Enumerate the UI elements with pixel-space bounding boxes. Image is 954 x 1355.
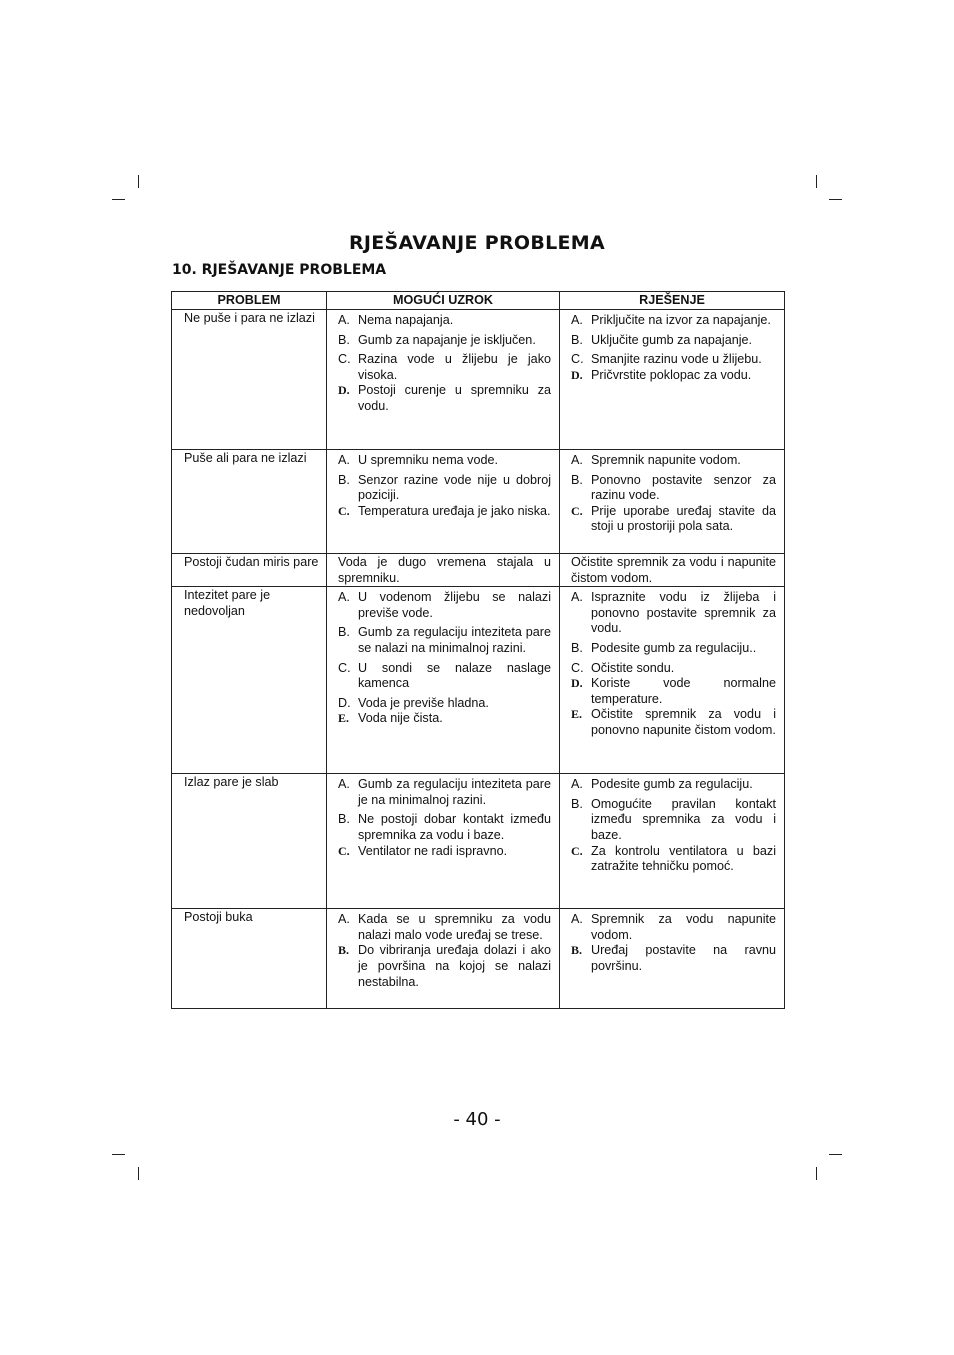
item-text: Gumb za regulaciju inteziteta pare se nalazi na minimalnoj razini.	[358, 625, 551, 655]
list-item	[338, 812, 551, 843]
crop-mark-bottom-right-vertical	[816, 1167, 817, 1180]
list-item	[571, 943, 776, 974]
item-letter: A.	[338, 590, 350, 605]
cause-cell	[327, 909, 560, 1009]
list-item	[338, 696, 551, 712]
item-text: Voda je previše hladna.	[358, 695, 489, 710]
item-text: Uključite gumb za napajanje.	[591, 332, 753, 347]
item-letter: A.	[338, 912, 350, 927]
item-letter: B.	[571, 332, 583, 347]
item-text: Uređaj postavite na ravnu površinu.	[591, 943, 776, 973]
crop-mark-top-left-vertical	[138, 175, 139, 188]
list-item	[338, 625, 551, 656]
problem-cell: Ne puše i para ne izlazi	[172, 310, 327, 450]
solution-cell	[560, 587, 785, 774]
column-header-solution: RJEŠENJE	[560, 292, 785, 310]
item-text: Očistite spremnik za vodu i ponovno napunite čistom vodom.	[591, 707, 776, 737]
troubleshooting-table	[171, 291, 785, 1009]
item-letter: B.	[571, 640, 583, 655]
list-item	[338, 661, 551, 692]
item-text: Do vibriranja uređaja dolazi i ako je površina na kojoj se nalazi nestabilna.	[358, 943, 551, 989]
item-text: Prije uporabe uređaj stavite da stoji u prostoriji pola sata.	[591, 503, 776, 534]
solution-cell: Očistite spremnik za vodu i napunite čistom vodom.	[560, 554, 785, 587]
crop-mark-top-left-horizontal	[112, 199, 125, 200]
problem-cell: Puše ali para ne izlazi	[172, 450, 327, 554]
item-text: Voda nije čista.	[358, 711, 443, 726]
item-text: Podesite gumb za regulaciju..	[591, 640, 757, 655]
item-letter: A.	[571, 453, 583, 467]
column-header-problem: PROBLEM	[172, 292, 327, 310]
list-item	[338, 473, 551, 504]
item-letter: D.	[338, 695, 351, 710]
column-header-cause: MOGUĆI UZROK	[327, 292, 560, 310]
page-number: - 40 -	[453, 1109, 501, 1130]
table-row	[172, 450, 785, 554]
item-letter: D.	[571, 676, 583, 691]
list-item	[338, 453, 551, 469]
list-item	[571, 473, 776, 504]
list-item	[571, 844, 776, 875]
item-letter: B.	[571, 796, 583, 811]
item-text: Ventilator ne radi ispravno.	[358, 843, 508, 858]
item-letter: C.	[338, 503, 350, 518]
item-letter: C.	[571, 503, 583, 518]
item-text: Očistite sondu.	[591, 660, 675, 675]
item-text: Ponovno postavite senzor za razinu vode.	[591, 472, 776, 503]
item-letter: E.	[338, 711, 350, 726]
item-letter: B.	[338, 625, 350, 640]
item-text: U spremniku nema vode.	[358, 453, 498, 467]
item-letter: D.	[338, 383, 350, 398]
list-item	[571, 797, 776, 844]
item-letter: B.	[338, 472, 350, 487]
table-row	[172, 587, 785, 774]
cause-cell	[327, 774, 560, 909]
list-item	[571, 368, 776, 384]
item-letter: C.	[338, 352, 351, 367]
item-text: Koriste vode normalne temperature.	[591, 676, 776, 706]
list-item	[571, 707, 776, 738]
item-text: Ispraznite vodu iz žlijeba i ponovno postavite spremnik za vodu.	[591, 590, 776, 636]
item-text: Podesite gumb za regulaciju.	[591, 777, 753, 792]
item-letter: C.	[338, 660, 351, 675]
list-item	[338, 383, 551, 414]
item-text: Spremnik napunite vodom.	[591, 453, 741, 467]
item-text: Priključite na izvor za napajanje.	[591, 313, 771, 327]
list-item	[338, 912, 551, 943]
problem-cell: Intezitet pare je nedovoljan	[172, 587, 327, 774]
item-text: Za kontrolu ventilatora u bazi zatražite tehničku pomoć.	[591, 843, 776, 874]
item-text: Razina vode u žlijebu je jako visoka.	[358, 352, 551, 382]
item-text: Senzor razine vode nije u dobroj poziciji.	[358, 472, 551, 503]
item-letter: C.	[571, 660, 584, 675]
item-letter: B.	[571, 472, 583, 487]
item-text: Pričvrstite poklopac za vodu.	[591, 367, 752, 382]
item-letter: A.	[571, 777, 583, 792]
item-letter: A.	[571, 912, 583, 927]
crop-mark-bottom-right-horizontal	[829, 1154, 842, 1155]
cause-cell	[327, 310, 560, 450]
item-text: Gumb za napajanje je isključen.	[358, 332, 536, 347]
solution-cell	[560, 909, 785, 1009]
item-text: Gumb za regulaciju inteziteta pare je na minimalnoj razini.	[358, 777, 551, 807]
table-row	[172, 554, 785, 587]
solution-cell	[560, 310, 785, 450]
section-title: 10. RJEŠAVANJE PROBLEMA	[172, 262, 387, 278]
cause-cell	[327, 587, 560, 774]
list-item	[571, 676, 776, 707]
item-letter: A.	[571, 590, 583, 605]
item-letter: D.	[571, 367, 583, 382]
item-letter: A.	[338, 313, 350, 327]
item-letter: C.	[571, 352, 584, 367]
item-text: Spremnik za vodu napunite vodom.	[591, 912, 776, 942]
item-letter: B.	[571, 943, 583, 958]
item-letter: E.	[571, 707, 583, 722]
crop-mark-top-right-horizontal	[829, 199, 842, 200]
item-letter: A.	[338, 777, 350, 792]
problem-cell: Postoji čudan miris pare	[172, 554, 327, 587]
cause-cell: Voda je dugo vremena stajala u spremniku.	[327, 554, 560, 587]
crop-mark-bottom-left-vertical	[138, 1167, 139, 1180]
item-text: Smanjite razinu vode u žlijebu.	[591, 352, 762, 367]
list-item	[571, 352, 776, 368]
item-text: Kada se u spremniku za vodu nalazi malo vode uređaj se trese.	[358, 912, 551, 942]
solution-cell	[560, 450, 785, 554]
item-text: Temperatura uređaja je jako niska.	[358, 503, 551, 518]
list-item	[571, 453, 776, 469]
list-item	[338, 313, 551, 329]
item-letter: C.	[338, 843, 350, 858]
item-text: U vodenom žlijebu se nalazi previše vode.	[358, 590, 551, 620]
list-item	[338, 844, 551, 860]
problem-cell: Postoji buka	[172, 909, 327, 1009]
solution-cell	[560, 774, 785, 909]
item-letter: B.	[338, 812, 350, 827]
item-letter: B.	[338, 332, 350, 347]
item-letter: B.	[338, 943, 350, 958]
crop-mark-bottom-left-horizontal	[112, 1154, 125, 1155]
list-item	[338, 590, 551, 621]
list-item	[571, 313, 776, 329]
list-item	[338, 333, 551, 349]
item-text: U sondi se nalaze naslage kamenca	[358, 660, 551, 691]
list-item	[571, 590, 776, 637]
list-item	[571, 661, 776, 677]
item-text: Postoji curenje u spremniku za vodu.	[358, 383, 551, 413]
table-header-row	[172, 292, 785, 310]
list-item	[338, 711, 551, 727]
list-item	[338, 777, 551, 808]
cause-cell	[327, 450, 560, 554]
item-text: Ne postoji dobar kontakt između spremnika za vodu i baze.	[358, 812, 551, 842]
list-item	[338, 504, 551, 520]
list-item	[571, 641, 776, 657]
list-item	[571, 333, 776, 349]
crop-mark-top-right-vertical	[816, 175, 817, 188]
table-row	[172, 909, 785, 1009]
item-text: Omogućite pravilan kontakt između spremnika za vodu i baze.	[591, 796, 776, 842]
item-letter: C.	[571, 843, 583, 858]
item-text: Nema napajanja.	[358, 313, 454, 327]
page-title: RJEŠAVANJE PROBLEMA	[348, 232, 606, 254]
problem-cell: Izlaz pare je slab	[172, 774, 327, 909]
item-letter: A.	[338, 453, 350, 467]
list-item	[571, 504, 776, 535]
list-item	[338, 352, 551, 383]
table-row	[172, 774, 785, 909]
list-item	[338, 943, 551, 990]
item-letter: A.	[571, 313, 583, 327]
table-row	[172, 310, 785, 450]
list-item	[571, 912, 776, 943]
list-item	[571, 777, 776, 793]
